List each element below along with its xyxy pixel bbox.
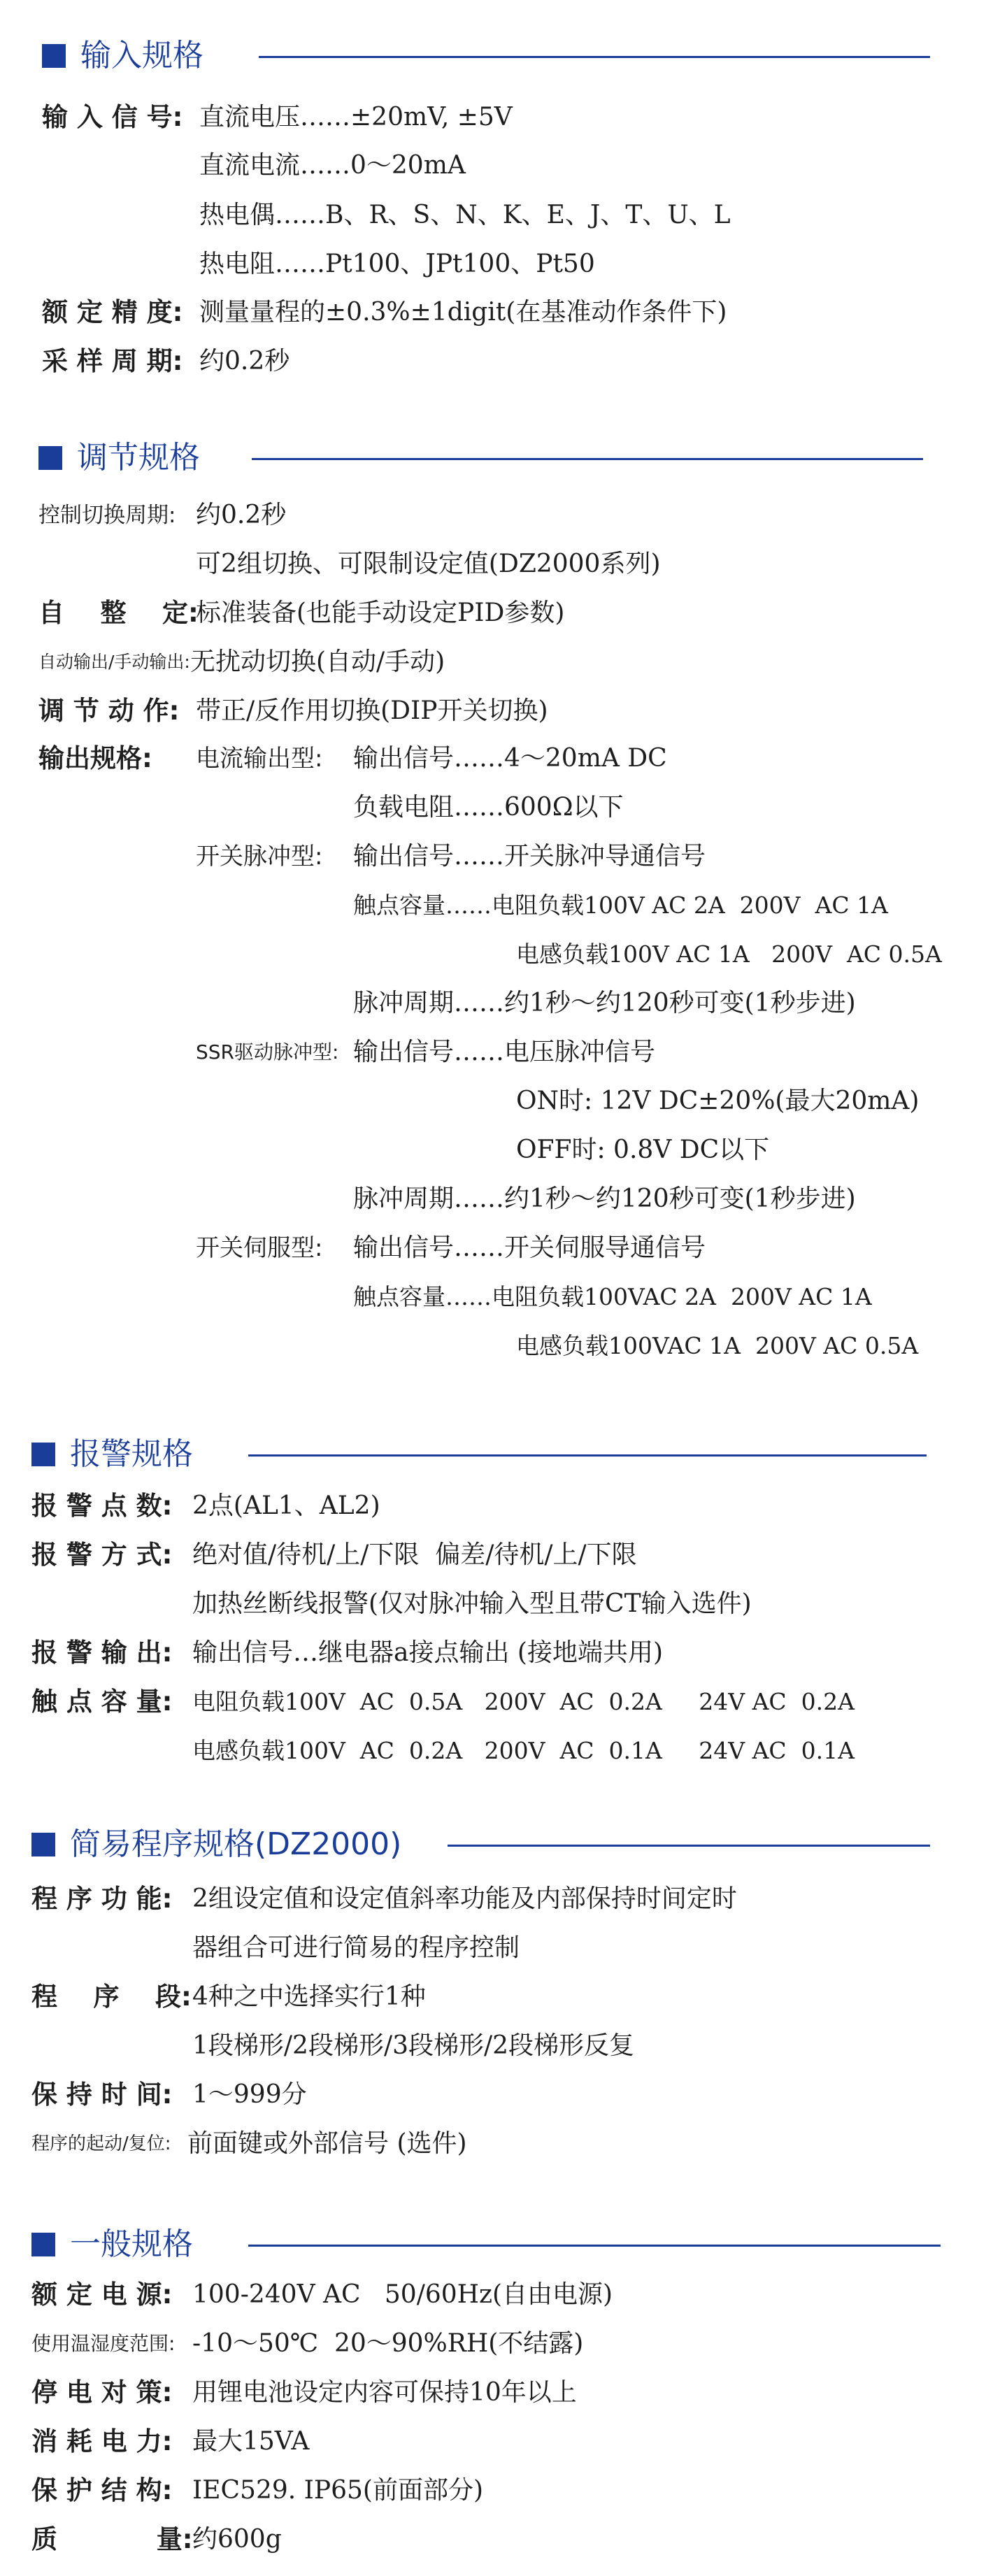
spec-label: 自 整 定: (38, 598, 199, 628)
output-servo-row (0, 1226, 993, 1271)
spec-value: 标准装备(也能手动设定PID参数) (196, 599, 565, 627)
program-function-row (0, 1877, 993, 1922)
program-spec-header (0, 1824, 993, 1866)
spec-continuation-row (0, 981, 993, 1026)
spec-value: 触点容量……电阻负载100V AC 2A 200V AC 1A (353, 892, 888, 919)
section-square-icon (31, 1443, 55, 1466)
spec-value: 2点(AL1、AL2) (192, 1491, 380, 1520)
spec-label: 程 序 功 能: (31, 1884, 173, 1914)
output-type: 电流输出型: (196, 745, 323, 773)
consumption-row (0, 2419, 993, 2464)
spec-value: 直流电压……±20mV, ±5V (199, 103, 513, 131)
protection-row (0, 2468, 993, 2513)
section-title: 输入规格 (80, 38, 203, 73)
spec-value: 负载电阻……600Ω以下 (353, 793, 624, 822)
spec-value: OFF时: 0.8V DC以下 (516, 1136, 770, 1164)
spec-label: 质 量: (31, 2524, 193, 2554)
spec-value: 脉冲周期……约1秒～约120秒可变(1秒步进) (353, 1185, 856, 1213)
spec-continuation-row (0, 143, 993, 188)
spec-label: 自动输出/手动输出: (38, 652, 190, 672)
spec-value: 电阻负载100V AC 0.5A 200V AC 0.2A 24V AC 0.2A (192, 1688, 855, 1715)
spec-value: 热电偶……B、R、S、N、K、E、J、T、U、L (199, 201, 731, 229)
spec-continuation-row (0, 2024, 993, 2068)
mass-row (0, 2517, 993, 2562)
spec-value: ON时: 12V DC±20%(最大20mA) (516, 1087, 920, 1115)
section-rule (248, 1454, 927, 1457)
spec-value: 电感负载100VAC 1A 200V AC 0.5A (516, 1332, 919, 1359)
output-pulse-row (0, 834, 993, 879)
spec-value: 输出信号……电压脉冲信号 (353, 1038, 656, 1066)
output-type: 开关伺服型: (196, 1234, 323, 1262)
spec-value: 电感负载100V AC 0.2A 200V AC 0.1A 24V AC 0.1A (192, 1737, 855, 1764)
spec-label: 停 电 对 策: (31, 2377, 173, 2407)
spec-value: 100-240V AC 50/60Hz(自由电源) (192, 2280, 613, 2309)
section-title: 简易程序规格(DZ2000) (70, 1826, 402, 1862)
spec-continuation-row (0, 193, 993, 238)
spec-value: 用锂电池设定内容可保持10年以上 (192, 2378, 577, 2407)
spec-value: 1段梯形/2段梯形/3段梯形/2段梯形反复 (192, 2031, 635, 2060)
spec-continuation-row (0, 883, 993, 928)
spec-label: 程 序 段: (31, 1982, 192, 2012)
spec-label: 使用温湿度范围: (31, 2332, 176, 2355)
section-title: 一般规格 (70, 2226, 193, 2262)
spec-value: 器组合可进行简易的程序控制 (192, 1933, 520, 1962)
input-spec-header (0, 35, 993, 77)
spec-label: 采 样 周 期: (42, 346, 183, 376)
section-title: 报警规格 (70, 1436, 193, 1472)
spec-label: 报 警 输 出: (31, 1638, 173, 1668)
spec-label: 报 警 方 式: (31, 1540, 173, 1570)
input-signal-row (0, 95, 993, 140)
spec-value: 最大15VA (192, 2427, 310, 2456)
accuracy-row (0, 290, 993, 335)
section-square-icon (42, 44, 66, 68)
spec-continuation-row (0, 1324, 993, 1368)
spec-value: 电感负载100V AC 1A 200V AC 0.5A (516, 940, 942, 968)
spec-value: 约0.2秒 (196, 501, 287, 529)
spec-value: 带正/反作用切换(DIP开关切换) (196, 696, 548, 725)
spec-value: 输出信号……开关伺服导通信号 (353, 1233, 706, 1262)
spec-continuation-row (0, 1926, 993, 1970)
spec-value: 触点容量……电阻负载100VAC 2A 200V AC 1A (353, 1283, 872, 1310)
spec-label: 程序的起动/复位: (31, 2133, 171, 2154)
control-spec-header (0, 437, 993, 479)
output-current-row (0, 736, 993, 781)
section-square-icon (31, 1833, 55, 1856)
section-rule (248, 2245, 941, 2247)
spec-value: 可2组切换、可限制设定值(DZ2000系列) (196, 550, 661, 578)
spec-value: 热电阻……Pt100、JPt100、Pt50 (199, 250, 595, 278)
spec-label: 报 警 点 数: (31, 1491, 173, 1521)
spec-value: 加热丝断线报警(仅对脉冲输入型且带CT输入选件) (192, 1589, 752, 1618)
spec-continuation-row (0, 1275, 993, 1319)
spec-value: 输出信号……开关脉冲导通信号 (353, 842, 706, 871)
auto-manual-row (0, 640, 993, 685)
section-title: 调节规格 (77, 440, 200, 475)
alarm-spec-header (0, 1433, 993, 1475)
spec-label: 输 入 信 号: (42, 102, 183, 132)
spec-continuation-row (0, 1128, 993, 1173)
spec-label: 输出规格: (38, 743, 152, 773)
switch-period-row (0, 493, 993, 538)
spec-value: 测量量程的±0.3%±1digit(在基准动作条件下) (199, 298, 727, 327)
alarm-mode-row (0, 1533, 993, 1577)
alarm-points-row (0, 1484, 993, 1529)
spec-value: 输出信号……4～20mA DC (353, 744, 667, 773)
spec-label: 额 定 精 度: (42, 297, 183, 327)
autotune-row (0, 591, 993, 636)
section-rule (252, 458, 923, 460)
spec-label: 保 护 结 构: (31, 2475, 173, 2505)
output-type: 开关脉冲型: (196, 843, 323, 871)
output-type: SSR驱动脉冲型: (196, 1040, 339, 1064)
section-square-icon (31, 2233, 55, 2256)
action-row (0, 689, 993, 734)
spec-value: 约0.2秒 (199, 347, 290, 375)
spec-continuation-row (0, 1079, 993, 1124)
spec-value: -10～50℃ 20～90%RH(不结露) (192, 2329, 584, 2358)
spec-value: 脉冲周期……约1秒～约120秒可变(1秒步进) (353, 989, 856, 1017)
spec-continuation-row (0, 1582, 993, 1626)
program-hold-row (0, 2073, 993, 2117)
spec-continuation-row (0, 242, 993, 287)
spec-value: 直流电流……0～20mA (199, 151, 466, 180)
outage-row (0, 2370, 993, 2415)
spec-value: 前面键或外部信号 (选件) (187, 2129, 467, 2158)
spec-continuation-row (0, 1729, 993, 1773)
spec-value: 4种之中选择实行1种 (192, 1982, 426, 2011)
spec-value: IEC529. IP65(前面部分) (192, 2476, 483, 2505)
spec-label: 调 节 动 作: (38, 696, 180, 726)
section-square-icon (38, 446, 62, 470)
program-start-row (0, 2121, 993, 2166)
spec-value: 1～999分 (192, 2080, 307, 2109)
spec-label: 保 持 时 间: (31, 2080, 173, 2110)
alarm-output-row (0, 1631, 993, 1675)
section-rule (259, 56, 930, 58)
program-segment-row (0, 1975, 993, 2019)
general-spec-header (0, 2224, 993, 2266)
alarm-contact-row (0, 1680, 993, 1724)
spec-continuation-row (0, 1177, 993, 1222)
spec-value: 无扰动切换(自动/手动) (190, 647, 445, 676)
output-ssr-row (0, 1030, 993, 1075)
spec-value: 绝对值/待机/上/下限 偏差/待机/上/下限 (192, 1540, 637, 1569)
spec-label: 触 点 容 量: (31, 1687, 173, 1717)
power-row (0, 2273, 993, 2317)
spec-value: 输出信号…继电器a接点输出 (接地端共用) (192, 1638, 663, 1667)
spec-value: 约600g (192, 2525, 282, 2554)
section-rule (448, 1845, 930, 1847)
spec-label: 消 耗 电 力: (31, 2426, 173, 2456)
sampling-row (0, 339, 993, 384)
spec-continuation-row (0, 542, 993, 587)
spec-continuation-row (0, 785, 993, 830)
environment-row (0, 2321, 993, 2366)
spec-value: 2组设定值和设定值斜率功能及内部保持时间定时 (192, 1884, 737, 1913)
spec-continuation-row (0, 932, 993, 977)
spec-label: 额 定 电 源: (31, 2280, 173, 2310)
spec-label: 控制切换周期: (38, 503, 176, 528)
